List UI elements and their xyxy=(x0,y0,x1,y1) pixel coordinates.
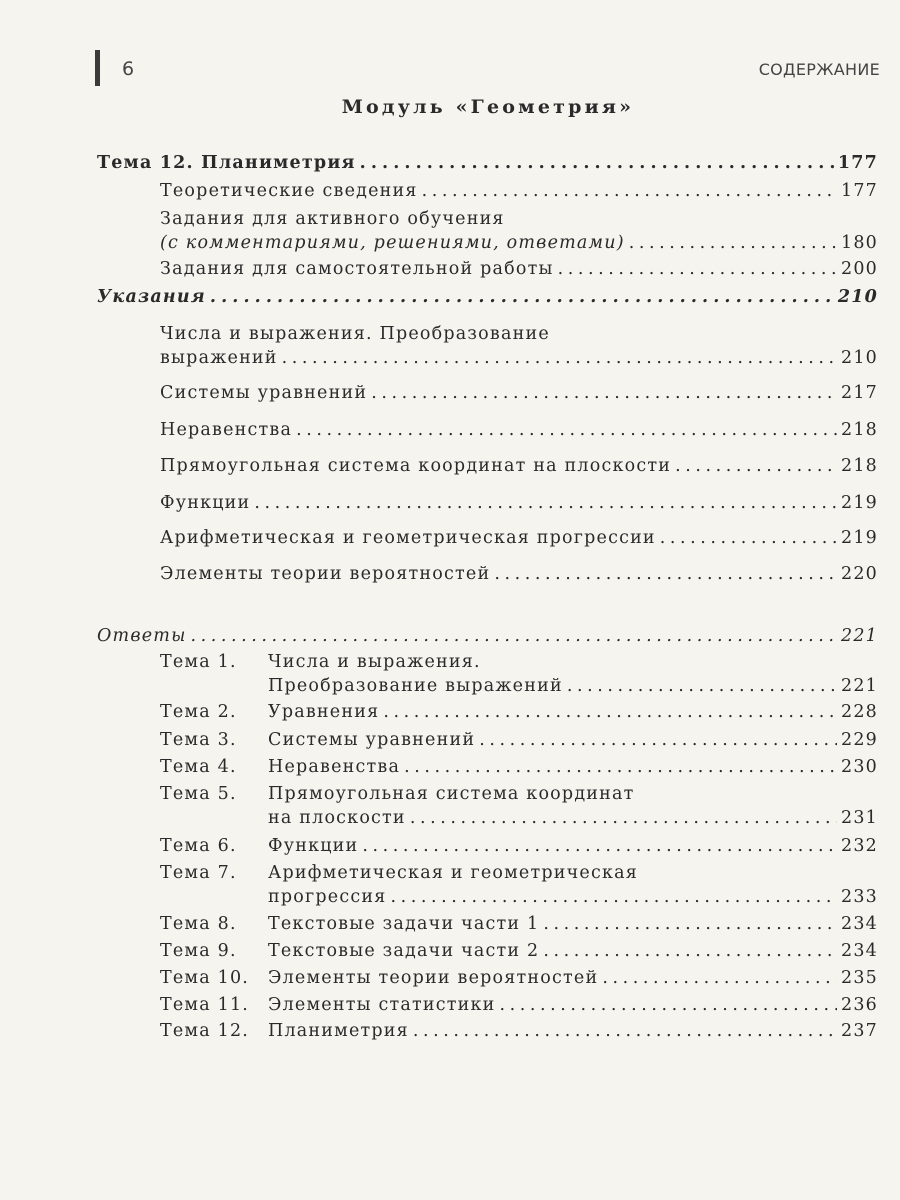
toc-entry[interactable] xyxy=(160,834,878,858)
entry-title: Функции xyxy=(160,493,251,513)
topic-number: Тема 1. xyxy=(160,652,237,672)
entry-title: прогрессия xyxy=(268,887,387,907)
toc-entry[interactable] xyxy=(160,491,878,515)
topic-number: Тема 7. xyxy=(160,863,237,883)
entry-title: Указания xyxy=(97,287,206,307)
dot-leader xyxy=(390,885,837,909)
entry-title: Задания для активного обучения xyxy=(160,209,505,229)
toc-entry[interactable] xyxy=(160,322,878,370)
entry-title: Теоретические сведения xyxy=(160,181,418,201)
dot-leader xyxy=(371,381,837,405)
page-ref: 229 xyxy=(840,730,878,750)
entry-title: Прямоугольная система координат на плоскости xyxy=(160,456,672,476)
dot-leader xyxy=(675,454,837,478)
topic-number: Тема 4. xyxy=(160,757,237,777)
dot-leader xyxy=(602,966,837,990)
page-ref: 210 xyxy=(840,348,878,368)
entry-title: Неравенства xyxy=(268,757,401,777)
toc-entry[interactable] xyxy=(160,454,878,478)
toc-entry[interactable] xyxy=(160,782,878,830)
page-ref: 234 xyxy=(840,941,878,961)
dot-leader xyxy=(494,562,837,586)
toc-entry[interactable] xyxy=(160,418,878,442)
dot-leader xyxy=(543,939,837,963)
topic-number: Тема 10. xyxy=(160,968,250,988)
topic-number: Тема 8. xyxy=(160,914,237,934)
entry-title: Арифметическая и геометрическая xyxy=(268,863,638,883)
toc-entry[interactable] xyxy=(160,755,878,779)
toc-entry[interactable] xyxy=(160,728,878,752)
toc-entry[interactable] xyxy=(160,381,878,405)
page-ref: 180 xyxy=(840,233,878,253)
entry-title: Элементы статистики xyxy=(268,995,496,1015)
entry-title: Текстовые задачи части 2 xyxy=(268,941,540,961)
page-ref: 220 xyxy=(840,564,878,584)
section-title: СОДЕРЖАНИЕ xyxy=(758,60,880,79)
topic-number: Тема 5. xyxy=(160,784,237,804)
toc-entry[interactable] xyxy=(97,285,878,309)
entry-title: Планиметрия xyxy=(268,1021,409,1041)
page-ref: 200 xyxy=(840,259,878,279)
toc-entry[interactable] xyxy=(97,624,878,648)
toc-entry[interactable] xyxy=(160,526,878,550)
dot-leader xyxy=(296,418,837,442)
entry-title: Арифметическая и геометрическая прогрессии xyxy=(160,528,656,548)
entry-title: Уравнения xyxy=(268,702,380,722)
page-ref: 177 xyxy=(840,181,878,201)
page-ref: 221 xyxy=(840,676,878,696)
entry-title: Ответы xyxy=(97,626,187,646)
topic-number: Тема 11. xyxy=(160,995,250,1015)
dot-leader xyxy=(543,912,837,936)
page-ref: 221 xyxy=(840,626,878,646)
dot-leader xyxy=(282,346,837,370)
entry-title: Задания для самостоятельной работы xyxy=(160,259,554,279)
page-ref: 235 xyxy=(840,968,878,988)
entry-title: Неравенства xyxy=(160,420,293,440)
margin-bar xyxy=(95,50,100,86)
page-ref: 236 xyxy=(840,995,878,1015)
page-ref: 232 xyxy=(840,836,878,856)
entry-title: Прямоугольная система координат xyxy=(268,784,635,804)
module-title: Модуль «Геометрия» xyxy=(341,96,635,118)
page-ref: 234 xyxy=(840,914,878,934)
dot-leader xyxy=(422,179,837,203)
toc-entry[interactable] xyxy=(160,562,878,586)
toc-entry[interactable] xyxy=(160,861,878,909)
topic-number: Тема 12. xyxy=(160,1021,250,1041)
toc-entry[interactable] xyxy=(160,179,878,203)
entry-title: Преобразование выражений xyxy=(268,676,563,696)
page-ref: 218 xyxy=(840,456,878,476)
toc-entry[interactable] xyxy=(160,966,878,990)
dot-leader xyxy=(191,624,837,648)
topic-number: Тема 6. xyxy=(160,836,237,856)
toc-entry[interactable] xyxy=(160,1019,878,1043)
dot-leader xyxy=(360,151,834,175)
topic-number: Тема 9. xyxy=(160,941,237,961)
toc-entry[interactable] xyxy=(160,912,878,936)
page-ref: 228 xyxy=(840,702,878,722)
entry-title: Числа и выражения. xyxy=(268,652,481,672)
toc-entry[interactable] xyxy=(160,207,878,255)
page-ref: 219 xyxy=(840,528,878,548)
entry-title: Элементы теории вероятностей xyxy=(160,564,491,584)
dot-leader xyxy=(479,728,837,752)
entry-title: Числа и выражения. Преобразование xyxy=(160,324,550,344)
dot-leader xyxy=(413,1019,837,1043)
page-ref: 237 xyxy=(840,1021,878,1041)
entry-title: выражений xyxy=(160,348,278,368)
entry-title: (с комментариями, решениями, ответами) xyxy=(160,233,625,253)
dot-leader xyxy=(499,993,837,1017)
toc-entry[interactable] xyxy=(160,939,878,963)
page-ref: 231 xyxy=(840,808,878,828)
entry-title: Функции xyxy=(268,836,359,856)
page-ref: 177 xyxy=(837,153,878,173)
dot-leader xyxy=(629,231,837,255)
toc-entry[interactable] xyxy=(160,700,878,724)
page-ref: 230 xyxy=(840,757,878,777)
dot-leader xyxy=(210,285,834,309)
topic-number: Тема 3. xyxy=(160,730,237,750)
toc-entry[interactable] xyxy=(160,993,878,1017)
dot-leader xyxy=(567,674,837,698)
page-ref: 217 xyxy=(840,383,878,403)
toc-entry[interactable] xyxy=(160,650,878,698)
page-ref: 219 xyxy=(840,493,878,513)
page-ref: 218 xyxy=(840,420,878,440)
entry-title: Системы уравнений xyxy=(268,730,476,750)
dot-leader xyxy=(660,526,837,550)
dot-leader xyxy=(362,834,837,858)
entry-title: Элементы теории вероятностей xyxy=(268,968,599,988)
dot-leader xyxy=(558,257,837,281)
dot-leader xyxy=(254,491,837,515)
entry-title: Тема 12. Планиметрия xyxy=(97,153,356,173)
toc-entry[interactable] xyxy=(97,151,878,175)
page-number: 6 xyxy=(122,58,135,80)
entry-title: Текстовые задачи части 1 xyxy=(268,914,540,934)
page-ref: 233 xyxy=(840,887,878,907)
dot-leader xyxy=(410,806,837,830)
entry-title: Системы уравнений xyxy=(160,383,368,403)
dot-leader xyxy=(383,700,837,724)
toc-entry[interactable] xyxy=(160,257,878,281)
dot-leader xyxy=(404,755,837,779)
topic-number: Тема 2. xyxy=(160,702,237,722)
entry-title: на плоскости xyxy=(268,808,406,828)
page-ref: 210 xyxy=(837,287,878,307)
